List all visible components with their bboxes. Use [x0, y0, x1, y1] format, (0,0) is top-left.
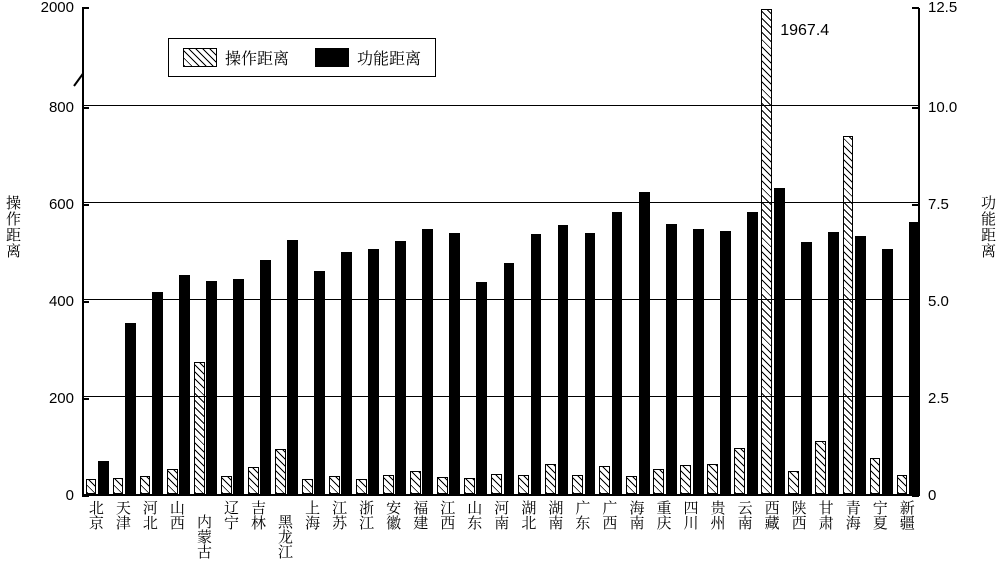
bar-group: [356, 8, 380, 494]
bar-operational: [653, 469, 664, 494]
bar-functional: [233, 279, 244, 494]
x-tick-label: 青海: [843, 500, 861, 530]
legend-swatch-hatch: [183, 48, 217, 67]
bar-functional: [828, 232, 839, 494]
bar-operational: [545, 464, 556, 494]
bar-functional: [449, 233, 460, 494]
x-tick-label: 西藏: [762, 500, 780, 530]
gridline: [84, 105, 918, 106]
y-tick-mark-right: [912, 204, 919, 206]
y-tick-mark-left: [82, 495, 89, 497]
legend-item-functional: [315, 46, 421, 69]
bar-functional: [558, 225, 569, 494]
y-tick-mark-right: [912, 301, 919, 303]
bar-operational: [815, 441, 826, 494]
bar-functional: [909, 222, 920, 494]
x-tick-label: 安徽: [384, 500, 402, 530]
bar-group: [761, 8, 785, 494]
bar-operational: [140, 476, 151, 494]
bar-group: [86, 8, 110, 494]
y-axis-label-right: 功能距离: [979, 195, 996, 259]
bar-group: [167, 8, 191, 494]
bar-group: [410, 8, 434, 494]
bar-operational: [302, 479, 313, 494]
x-tick-label: 浙江: [357, 500, 375, 530]
x-tick-label: 云南: [735, 500, 753, 530]
y-tick-mark-left: [82, 204, 89, 206]
y-tick-mark-right: [912, 495, 919, 497]
y-tick-mark-left: [82, 398, 89, 400]
bar-group: [248, 8, 272, 494]
x-tick-label: 湖北: [519, 500, 537, 530]
bar-operational: [410, 471, 421, 494]
bar-operational: [167, 469, 178, 494]
bar-operational: [599, 466, 610, 494]
bar-group: [815, 8, 839, 494]
y-tick-left: 600: [48, 196, 74, 214]
bar-functional: [125, 323, 136, 494]
legend-item-operational: [183, 46, 289, 69]
bar-operational: [248, 467, 259, 494]
x-tick-label: 山西: [167, 500, 185, 530]
bar-functional: [720, 231, 731, 494]
bar-functional: [504, 263, 515, 494]
bar-group: [626, 8, 650, 494]
y-tick-left: 2000: [40, 0, 74, 16]
bar-operational: [572, 475, 583, 494]
bar-operational: [221, 476, 232, 494]
x-tick-label: 江苏: [330, 500, 348, 530]
y-axis-label-left: 操作距离: [4, 195, 21, 259]
bar-group: [275, 8, 299, 494]
bar-functional: [314, 271, 325, 494]
y-tick-right: 10.0: [928, 99, 958, 117]
bar-operational: [680, 465, 691, 494]
gridline: [84, 299, 918, 300]
x-tick-label: 广东: [573, 500, 591, 530]
bars-container: [84, 8, 918, 494]
chart-legend: [168, 38, 436, 77]
bar-group: [302, 8, 326, 494]
bar-functional: [179, 275, 190, 494]
bar-functional: [260, 260, 271, 494]
bar-operational: [356, 479, 367, 494]
bar-group: [599, 8, 623, 494]
y-tick-right: 12.5: [928, 0, 958, 16]
y-tick-right: 7.5: [928, 196, 949, 214]
bar-functional: [287, 240, 298, 495]
bar-functional: [476, 282, 487, 494]
y-tick-left: 200: [48, 390, 74, 407]
x-tick-label: 湖南: [546, 500, 564, 530]
gridline: [84, 202, 918, 203]
bar-functional: [666, 224, 677, 494]
legend-swatch-solid: [315, 48, 349, 67]
y-tick-mark-right: [912, 398, 919, 400]
gridline: [84, 396, 918, 397]
legend-label-functional: 功能距离: [357, 51, 422, 68]
x-tick-label: 重庆: [654, 500, 672, 530]
bar-functional: [639, 192, 650, 494]
x-tick-label: 陕西: [789, 500, 807, 530]
bar-group: [140, 8, 164, 494]
bar-operational: [870, 458, 881, 494]
bar-group: [491, 8, 515, 494]
bar-group: [572, 8, 596, 494]
x-tick-label: 天津: [113, 500, 131, 530]
y-tick-left: 800: [48, 99, 74, 117]
y-tick-mark-right: [912, 7, 919, 9]
bar-functional: [612, 212, 623, 494]
bar-group: [788, 8, 812, 494]
bar-group: [870, 8, 894, 494]
x-tick-label: 新疆: [897, 500, 915, 530]
x-tick-label: 宁夏: [870, 500, 888, 530]
x-tick-label: 江西: [438, 500, 456, 530]
x-tick-label: 上海: [303, 500, 321, 530]
bar-operational: [734, 448, 745, 494]
bar-group: [437, 8, 461, 494]
bar-operational: [329, 476, 340, 494]
bar-functional: [774, 188, 785, 494]
bar-operational: [761, 9, 772, 494]
bar-group: [897, 8, 921, 494]
bar-operational: [707, 464, 718, 494]
y-tick-right: 2.5: [928, 390, 949, 407]
x-tick-label: 河北: [140, 500, 158, 530]
bar-group: [545, 8, 569, 494]
x-tick-label: 北京: [86, 500, 104, 530]
bar-group: [707, 8, 731, 494]
bar-group: [464, 8, 488, 494]
y-tick-mark-left: [82, 301, 89, 303]
bar-group: [518, 8, 542, 494]
x-tick-label: 黑龙江: [276, 514, 294, 559]
x-tick-label: 山东: [465, 500, 483, 530]
bar-functional: [747, 212, 758, 494]
legend-label-operational: 操作距离: [225, 51, 290, 68]
x-tick-label: 贵州: [708, 500, 726, 530]
bar-group: [680, 8, 704, 494]
bar-functional: [98, 461, 109, 494]
x-tick-label: 四川: [681, 500, 699, 530]
bar-functional: [693, 229, 704, 494]
bar-operational: [437, 477, 448, 494]
bar-operational: [626, 476, 637, 494]
y-tick-left: 0: [65, 487, 74, 504]
y-tick-right: 0: [928, 487, 937, 504]
bar-operational: [113, 478, 124, 494]
plot-area: [82, 8, 920, 496]
y-tick-right: 5.0: [928, 293, 949, 311]
bar-operational: [897, 475, 908, 494]
x-tick-label: 辽宁: [221, 500, 239, 530]
bar-functional: [882, 249, 893, 494]
x-tick-label: 河南: [492, 500, 510, 530]
y-tick-mark-left: [82, 107, 89, 109]
bar-group: [734, 8, 758, 494]
bar-operational: [275, 449, 286, 494]
x-tick-label: 海南: [627, 500, 645, 530]
bar-group: [653, 8, 677, 494]
bar-group: [843, 8, 867, 494]
y-tick-mark-left: [82, 7, 89, 9]
bar-group: [113, 8, 137, 494]
y-tick-mark-right: [912, 107, 919, 109]
bar-group: [329, 8, 353, 494]
x-tick-labels: [82, 500, 920, 580]
y-tick-left: 400: [48, 293, 74, 311]
bar-operational: [383, 475, 394, 494]
x-tick-label: 甘肃: [816, 500, 834, 530]
bar-functional: [395, 241, 406, 494]
bar-functional: [368, 249, 379, 494]
bar-operational: [464, 478, 475, 494]
bar-functional: [855, 236, 866, 494]
x-tick-label: 内蒙古: [194, 514, 212, 559]
x-tick-label: 福建: [411, 500, 429, 530]
bar-functional: [531, 234, 542, 494]
bar-operational: [843, 136, 854, 494]
bar-operational: [491, 474, 502, 494]
x-tick-label: 吉林: [249, 500, 266, 530]
bar-functional: [206, 281, 217, 494]
bar-functional: [422, 229, 433, 494]
bar-operational: [518, 475, 529, 494]
bar-functional: [801, 242, 812, 494]
bar-group: [221, 8, 245, 494]
bar-group: [383, 8, 407, 494]
bar-group: [194, 8, 218, 494]
x-tick-label: 广西: [600, 500, 618, 530]
bar-functional: [341, 252, 352, 494]
bar-functional: [152, 292, 163, 495]
bar-operational: [194, 362, 205, 494]
bar-operational: [788, 471, 799, 494]
bar-operational: [86, 479, 97, 494]
bar-functional: [585, 233, 596, 494]
peak-value-annotation: 1967.4: [780, 22, 830, 39]
